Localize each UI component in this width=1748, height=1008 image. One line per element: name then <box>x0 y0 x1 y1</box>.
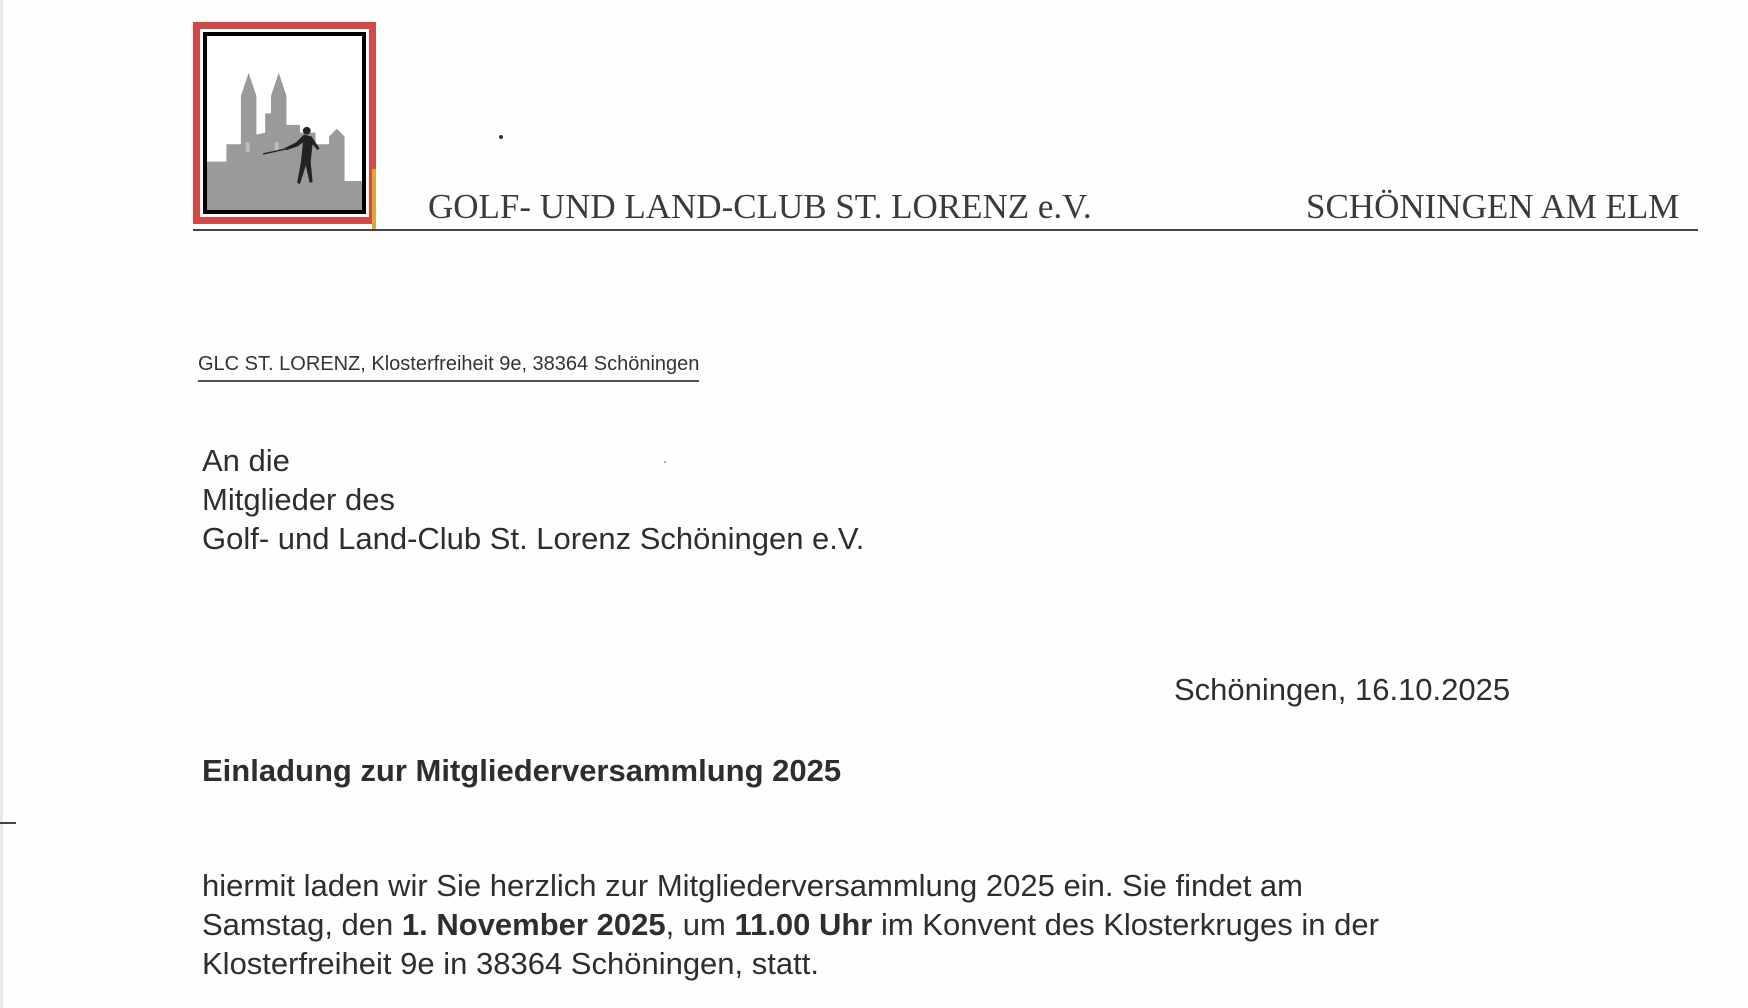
body-line-2-prefix: Samstag, den <box>202 907 402 942</box>
body-line-1: hiermit laden wir Sie herzlich zur Mitgliederversammlung 2025 ein. Sie findet am <box>202 868 1303 903</box>
body-line-2 <box>202 905 1379 944</box>
scan-edge <box>0 0 3 1008</box>
meeting-date: 1. November 2025 <box>401 907 666 942</box>
scan-speck <box>499 135 503 139</box>
body-line-3: Klosterfreiheit 9e in 38364 Schöningen, statt. <box>202 946 819 981</box>
recipient-line-2: Mitglieder des <box>202 482 395 517</box>
logo-accent-stripe <box>372 169 376 229</box>
club-name-heading: GOLF- UND LAND-CLUB ST. LORENZ e.V. <box>428 187 1092 226</box>
logo-frame <box>203 32 366 214</box>
sender-address-line: GLC ST. LORENZ, Klosterfreiheit 9e, 38364 Schöningen <box>198 353 699 382</box>
letter-subject: Einladung zur Mitgliederversammlung 2025 <box>202 753 842 788</box>
body-line-2-suffix: im Konvent des Klosterkruges in der <box>872 907 1379 942</box>
letter-body <box>202 866 1379 983</box>
letter-date: Schöningen, 16.10.2025 <box>1174 672 1511 707</box>
body-line-2-mid: , um <box>665 907 735 942</box>
recipient-block <box>202 441 864 558</box>
logo-silhouette <box>207 36 362 210</box>
recipient-line-1: An die <box>202 443 290 478</box>
recipient-line-3: Golf- und Land-Club St. Lorenz Schöningen e.V. <box>202 521 865 556</box>
church-and-golfer-logo-icon <box>193 22 376 224</box>
meeting-time: 11.00 Uhr <box>734 907 873 942</box>
fold-mark <box>0 822 16 824</box>
club-location-heading: SCHÖNINGEN AM ELM <box>1306 187 1680 226</box>
letterhead-rule <box>193 229 1698 231</box>
